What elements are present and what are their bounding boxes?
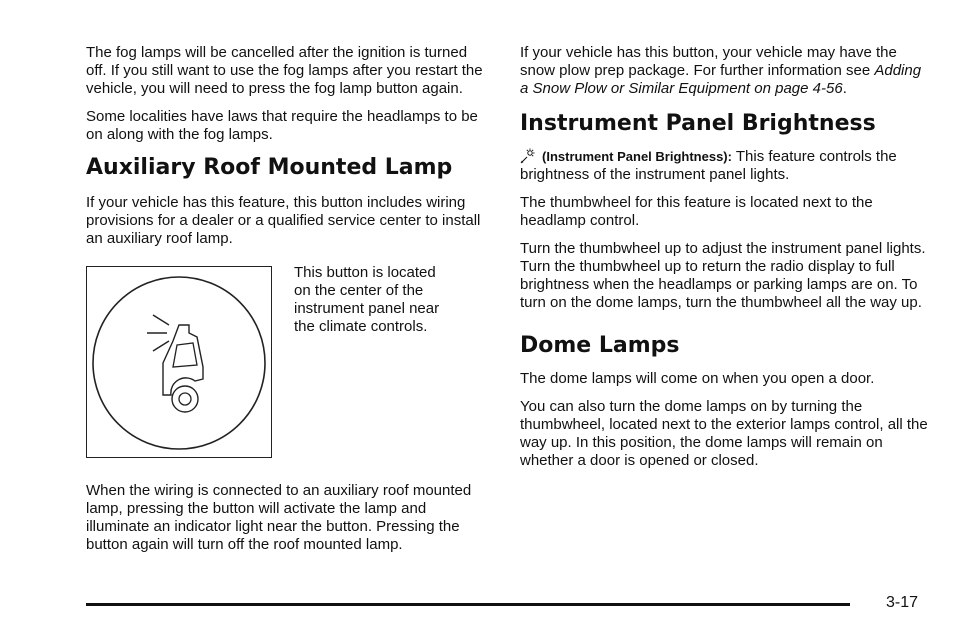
wiring-connected-paragraph: When the wiring is connected to an auxiliary roof mounted lamp, pressing the button will activate the lamp and illuminate an indicator light near the button. Pressing the button again will turn off the roof mounted lamp. (86, 482, 472, 553)
snow-plow-reference: Adding a Snow Plow or Similar Equipment on page 4-56 (520, 62, 922, 97)
roof-lamp-button-illustration (86, 266, 272, 458)
snow-plow-period: . (842, 80, 847, 97)
ipb-label: (Instrument Panel Brightness): (542, 149, 732, 164)
dome-lamps-thumbwheel-paragraph: You can also turn the dome lamps on by turning the thumbwheel, located next to the exterior lamps control, all the way up. In this position, the dome lamps will remain on whether a door is opened or closed. (520, 398, 928, 469)
snow-plow-paragraph (520, 44, 930, 98)
ipb-text: This feature controls the brightness of the instrument panel lights. (520, 148, 897, 183)
dome-lamps-heading: Dome Lamps (520, 333, 680, 358)
thumbwheel-location-paragraph: The thumbwheel for this feature is located next to the headlamp control. (520, 194, 873, 229)
snow-plow-text: If your vehicle has this button, your vehicle may have the snow plow prep package. For further information see (520, 44, 897, 79)
left-column (86, 44, 490, 564)
footer-rule (86, 603, 850, 606)
fog-lamps-law-paragraph: Some localities have laws that require the headlamps to be on along with the fog lamps. (86, 108, 478, 143)
dome-lamps-door-paragraph: The dome lamps will come on when you open a door. (520, 370, 875, 387)
fog-lamps-cancel-paragraph: The fog lamps will be cancelled after the ignition is turned off. If you still want to use the fog lamps after you restart the vehicle, you will need to press the fog lamp button again. (86, 44, 483, 97)
auxiliary-wiring-paragraph: If your vehicle has this feature, this button includes wiring provisions for a dealer or a qualified service center to install an auxiliary roof lamp. (86, 194, 481, 247)
figure-caption-block (294, 264, 454, 458)
instrument-panel-brightness-heading: Instrument Panel Brightness (520, 111, 876, 136)
auxiliary-lamp-figure-row (86, 266, 490, 458)
page-number: 3-17 (886, 594, 919, 611)
right-column (520, 44, 930, 480)
dimmer-icon (520, 148, 536, 164)
roof-lamp-button-icon (87, 267, 273, 459)
auxiliary-roof-lamp-heading: Auxiliary Roof Mounted Lamp (86, 155, 453, 180)
button-location-text: This button is located on the center of the instrument panel near the climate controls. (294, 264, 440, 335)
ipb-description (520, 148, 930, 184)
thumbwheel-adjust-paragraph: Turn the thumbwheel up to adjust the instrument panel lights. Turn the thumbwheel up to return the radio display to full brightness when the headlamps or parking lamps are on. To turn on the dome lamps, turn the thumbwheel all the way up. (520, 240, 926, 311)
